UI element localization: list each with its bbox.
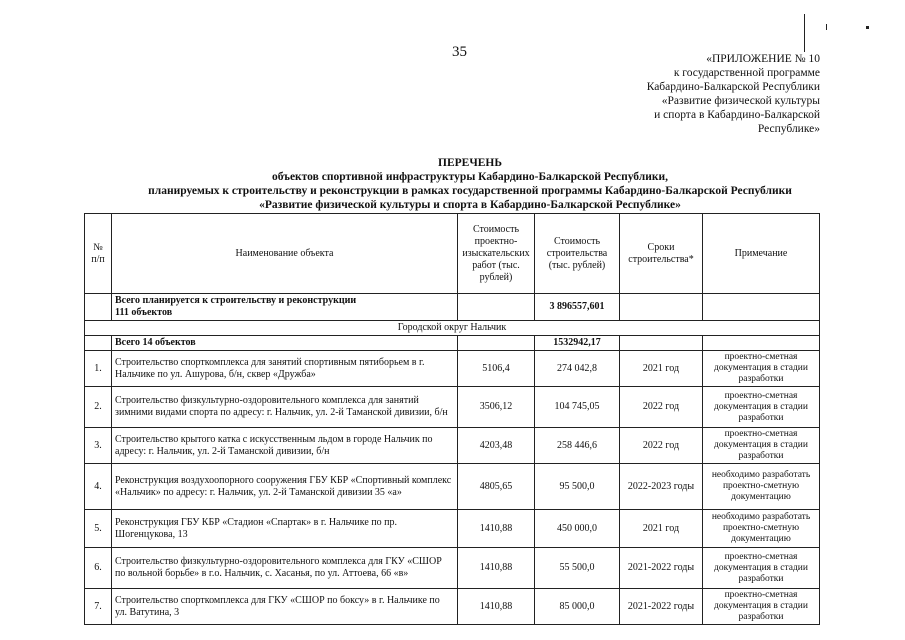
- row-build-cost: 450 000,0: [535, 510, 620, 548]
- appendix-line: и спорта в Кабардино-Балкарской: [654, 109, 820, 121]
- title-heading: ПЕРЕЧЕНЬ: [438, 157, 502, 169]
- row-design-cost: 4203,48: [458, 428, 535, 464]
- title-line: «Развитие физической культуры и спорта в Кабардино-Балкарской Республике»: [259, 199, 681, 211]
- row-note: проектно-сметная документация в стадии разработки: [703, 589, 820, 625]
- row-build-cost: 258 446,6: [535, 428, 620, 464]
- header-design-cost: Стоимость проектно-изыскательских работ (тыс. рублей): [458, 214, 535, 294]
- row-note: проектно-сметная документация в стадии разработки: [703, 351, 820, 387]
- appendix-line: «Развитие физической культуры: [661, 95, 820, 107]
- row-build-cost: 104 745,05: [535, 387, 620, 428]
- title-line: планируемых к строительству и реконструкции в рамках государственной программы Кабардино-Балкарской Республики: [148, 185, 792, 197]
- scan-mark: [804, 14, 805, 52]
- row-num: 6.: [85, 548, 112, 589]
- row-period: 2022 год: [620, 387, 703, 428]
- row-note: проектно-сметная документация в стадии разработки: [703, 428, 820, 464]
- appendix-line: к государственной программе: [673, 67, 820, 79]
- document-title: [120, 156, 820, 212]
- scan-mark: [826, 24, 827, 30]
- row-build-cost: 85 000,0: [535, 589, 620, 625]
- district-total-cell: [620, 336, 703, 351]
- scan-mark: [866, 26, 869, 29]
- row-build-cost: 274 042,8: [535, 351, 620, 387]
- row-design-cost: 4805,65: [458, 464, 535, 510]
- row-note: проектно-сметная документация в стадии разработки: [703, 387, 820, 428]
- appendix-line: «ПРИЛОЖЕНИЕ № 10: [706, 53, 820, 65]
- row-period: 2021 год: [620, 510, 703, 548]
- total-cell: [620, 294, 703, 321]
- row-design-cost: 5106,4: [458, 351, 535, 387]
- table-row: [85, 589, 820, 625]
- row-name: Строительство крытого катка с искусственным льдом в городе Нальчик по адресу: г. Нальчик, ул. 2-й Таманской дивизии, б/н: [112, 428, 458, 464]
- row-num: 2.: [85, 387, 112, 428]
- row-period: 2021-2022 годы: [620, 589, 703, 625]
- district-total-label: Всего 14 объектов: [112, 336, 458, 351]
- header-name: Наименование объекта: [112, 214, 458, 294]
- total-objects: 111 объектов: [115, 307, 173, 318]
- district-total-value: 1532942,17: [535, 336, 620, 351]
- row-design-cost: 1410,88: [458, 548, 535, 589]
- row-num: 4.: [85, 464, 112, 510]
- district-total-cell: [703, 336, 820, 351]
- row-note: проектно-сметная документация в стадии разработки: [703, 548, 820, 589]
- header-num: № п/п: [85, 214, 112, 294]
- row-num: 3.: [85, 428, 112, 464]
- header-period: Сроки строительства*: [620, 214, 703, 294]
- row-num: 5.: [85, 510, 112, 548]
- total-label: Всего планируется к строительству и реконструкции: [115, 295, 357, 306]
- table-row: [85, 510, 820, 548]
- header-note: Примечание: [703, 214, 820, 294]
- row-note: необходимо разработать проектно-сметную документацию: [703, 464, 820, 510]
- row-name: Строительство физкультурно-оздоровительного комплекса для ГКУ «СШОР по вольной борьбе» в г.о. Нальчик, с. Хасанья, по ул. Аттоева, 66 «в»: [112, 548, 458, 589]
- total-label-cell: [112, 294, 458, 321]
- total-value: 3 896557,601: [535, 294, 620, 321]
- row-name: Реконструкция воздухоопорного сооружения ГБУ КБР «Спортивный комплекс «Нальчик» по адресу: г. Нальчик, ул. 2-й Таманской дивизии 35 «а»: [112, 464, 458, 510]
- total-cell: [458, 294, 535, 321]
- row-design-cost: 1410,88: [458, 510, 535, 548]
- row-num: 1.: [85, 351, 112, 387]
- row-design-cost: 1410,88: [458, 589, 535, 625]
- page-number: 35: [452, 44, 467, 60]
- row-num: 7.: [85, 589, 112, 625]
- district-total-cell: [85, 336, 112, 351]
- table-row: [85, 464, 820, 510]
- appendix-header: [630, 52, 820, 136]
- row-name: Реконструкция ГБУ КБР «Стадион «Спартак» в г. Нальчике по пр. Шогенцукова, 13: [112, 510, 458, 548]
- appendix-line: Республике»: [757, 123, 820, 135]
- total-cell: [703, 294, 820, 321]
- appendix-line: Кабардино-Балкарской Республики: [646, 81, 820, 93]
- row-period: 2022 год: [620, 428, 703, 464]
- row-build-cost: 55 500,0: [535, 548, 620, 589]
- row-build-cost: 95 500,0: [535, 464, 620, 510]
- table-row: [85, 387, 820, 428]
- title-line: объектов спортивной инфраструктуры Кабардино-Балкарской Республики,: [272, 171, 668, 183]
- table-row: [85, 428, 820, 464]
- row-period: 2022-2023 годы: [620, 464, 703, 510]
- district-label: Городской округ Нальчик: [85, 321, 820, 336]
- row-period: 2021 год: [620, 351, 703, 387]
- total-cell: [85, 294, 112, 321]
- row-note: необходимо разработать проектно-сметную документацию: [703, 510, 820, 548]
- row-name: Строительство физкультурно-оздоровительного комплекса для занятий зимними видами спорта по адресу: г. Нальчик, ул. 2-й Таманской дивизии, б/н: [112, 387, 458, 428]
- table-row: [85, 548, 820, 589]
- row-period: 2021-2022 годы: [620, 548, 703, 589]
- table-row: [85, 351, 820, 387]
- row-design-cost: 3506,12: [458, 387, 535, 428]
- objects-table: [84, 213, 820, 625]
- row-name: Строительство спорткомплекса для занятий спортивным пятиборьем в г. Нальчике по ул. Ашурова, б/н, сквер «Дружба»: [112, 351, 458, 387]
- header-build-cost: Стоимость строительства (тыс. рублей): [535, 214, 620, 294]
- district-total-cell: [458, 336, 535, 351]
- row-name: Строительство спорткомплекса для ГКУ «СШОР по боксу» в г. Нальчике по ул. Ватутина, 3: [112, 589, 458, 625]
